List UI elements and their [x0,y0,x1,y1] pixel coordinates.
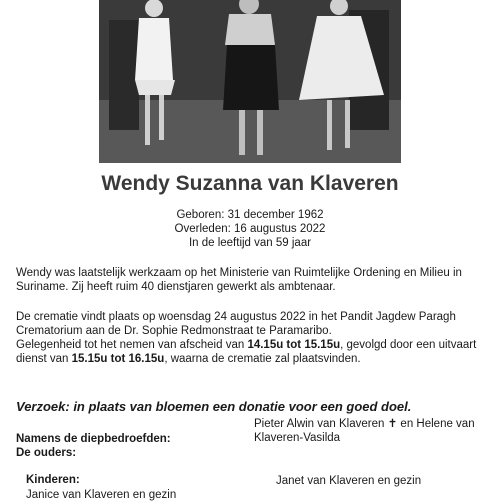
service-text: , waarna de crematie zal plaatsvinden. [164,353,361,365]
farewell-text: , gevolgd door een uitvaart [340,339,477,351]
child-janice: Janice van Klaveren en gezin [26,489,177,501]
family-photo [99,0,401,163]
career-line: Suriname. Zij heeft ruim 40 dienstjaren gewerkt als ambtenaar. [16,281,336,293]
farewell-time: 14.15u tot 15.15u [247,339,341,351]
children-label: Kinderen: [26,474,80,486]
parents-label: De ouders: [16,447,77,459]
death-date: Overleden: 16 augustus 2022 [174,223,326,235]
life-dates [0,208,500,250]
career-line: Wendy was laatstelijk werkzaam op het Ministerie van Ruimtelijke Ordening en Milieu in [16,267,462,279]
farewell-text: Gelegenheid tot het nemen van afscheid van [16,339,248,351]
career-paragraph [16,266,486,294]
ceremony-line: Crematorium aan de Dr. Sophie Redmonstraat te Paramaribo. [16,325,332,337]
parents-line: Pieter Alwin van Klaveren ✝ en Helene van [254,418,475,430]
family-photo-image [99,0,401,163]
parents-line: Klaveren-Vasilda [254,432,341,444]
child-janet: Janet van Klaveren en gezin [276,475,422,487]
birth-date: Geboren: 31 december 1962 [176,209,324,221]
age-line: In de leeftijd van 59 jaar [188,237,312,249]
service-text: dienst van [16,353,72,365]
ceremony-line [16,352,486,366]
ceremony-paragraph [16,310,486,366]
deceased-name: Wendy Suzanna van Klaveren [101,172,399,195]
ceremony-line [16,338,486,352]
parents-names [254,417,475,445]
ceremony-line: De crematie vindt plaats op woensdag 24 augustus 2022 in het Pandit Jagdew Paragh [16,311,456,323]
on-behalf-label: Namens de diepbedroefden: [16,433,171,445]
service-time: 15.15u tot 16.15u [71,353,165,365]
donation-request: Verzoek: in plaats van bloemen een donatie voor een goed doel. [16,399,412,414]
